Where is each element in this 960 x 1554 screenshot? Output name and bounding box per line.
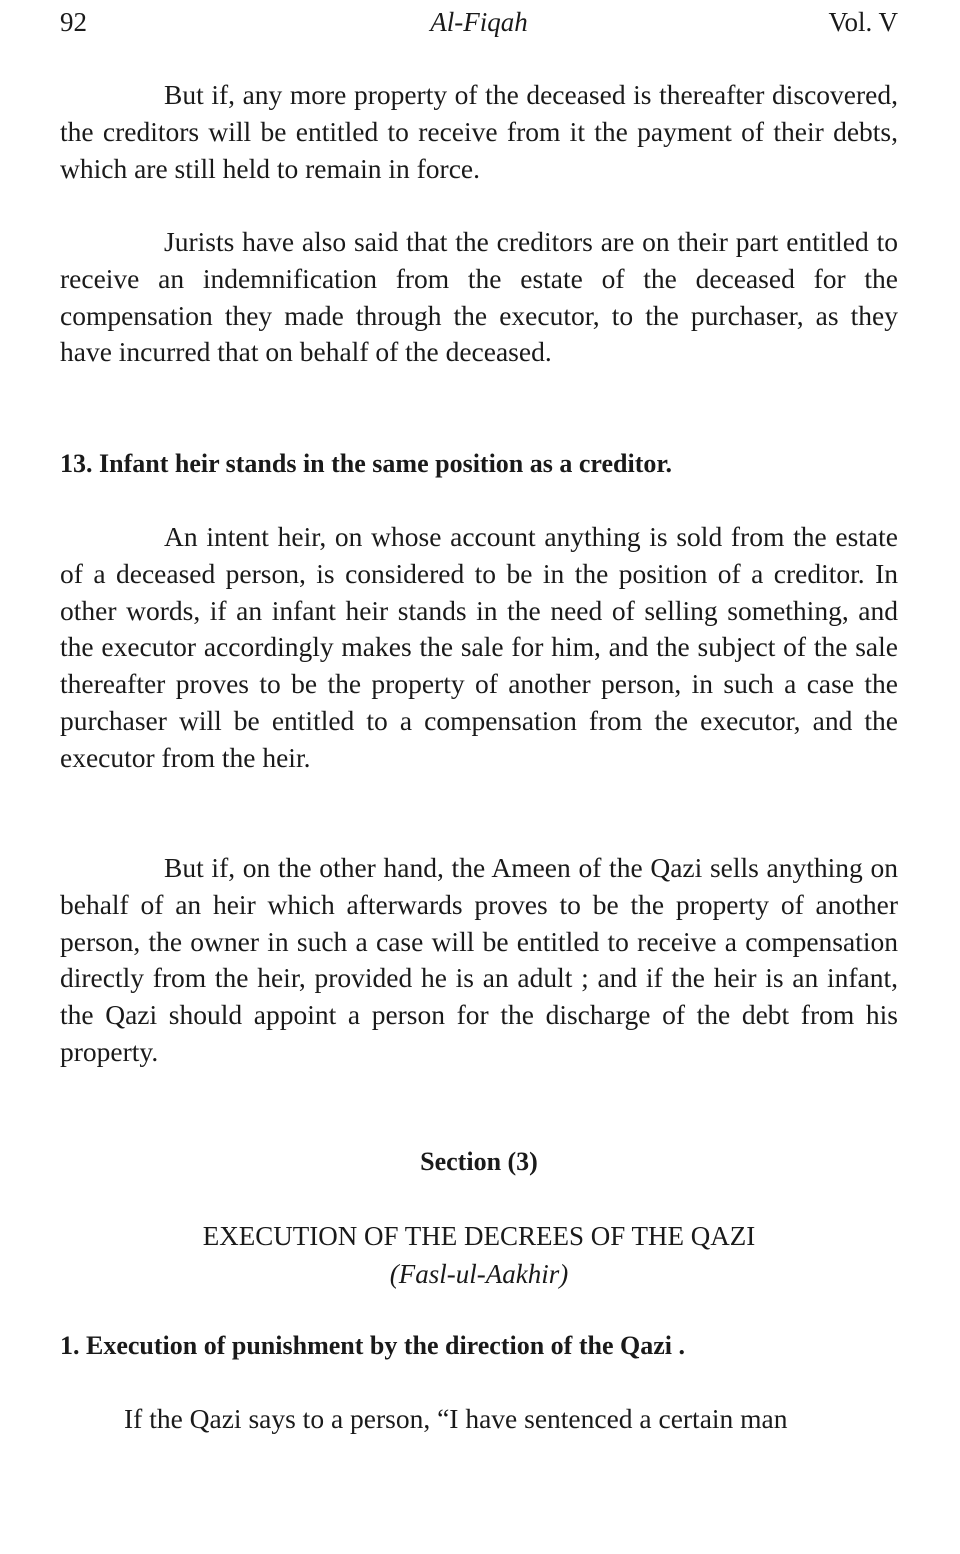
running-header bbox=[60, 4, 898, 40]
section-label: Section (3) bbox=[420, 1147, 538, 1176]
book-page bbox=[60, 0, 898, 1554]
section-title: EXECUTION OF THE DECREES OF THE QAZI bbox=[202, 1221, 756, 1251]
paragraph-debts-in-force: But if, any more property of the deceased is thereafter discovered, the creditors will be entitled to receive from it the payment of their debts, which are still held to remain in force. bbox=[60, 79, 898, 184]
paragraph-intent-heir: An intent heir, on whose account anything is sold from the estate of a deceased person, is considered to be in the position of a creditor. In other words, if an infant heir stands in the need of selling something, and the executor accordingly makes the sale for him, and the subject of the sale thereafter proves to be the property of another person, in such a case the purchaser will be entitled to a compensation from the executor, and the executor from the heir. bbox=[60, 521, 898, 773]
book-title: Al-Fiqah bbox=[430, 7, 528, 37]
section-subtitle: (Fasl-ul-Aakhir) bbox=[389, 1259, 569, 1289]
heading-execution-of-punishment: 1. Execution of punishment by the direction of the Qazi . bbox=[60, 1331, 685, 1360]
volume-label: Vol. V bbox=[828, 7, 898, 37]
paragraph-ameen-of-qazi: But if, on the other hand, the Ameen of the Qazi sells anything on behalf of an heir which afterwards proves to be the property of another person, the owner in such a case will be entitled to receive a compensation directly from the heir, provided he is an adult ; and if the heir is an infant, the Qazi should appoint a person for the discharge of the debt from his property. bbox=[60, 852, 898, 1067]
page-number: 92 bbox=[60, 7, 87, 37]
paragraph-jurists-indemnification: Jurists have also said that the creditors are on their part entitled to receive an indemnification from the estate of the deceased for the compensation they made through the executor, to the purchaser, as they have incurred that on behalf of the deceased. bbox=[60, 226, 898, 368]
paragraph-qazi-says: If the Qazi says to a person, “I have sentenced a certain man bbox=[124, 1403, 788, 1434]
heading-infant-heir: 13. Infant heir stands in the same position as a creditor. bbox=[60, 449, 673, 478]
